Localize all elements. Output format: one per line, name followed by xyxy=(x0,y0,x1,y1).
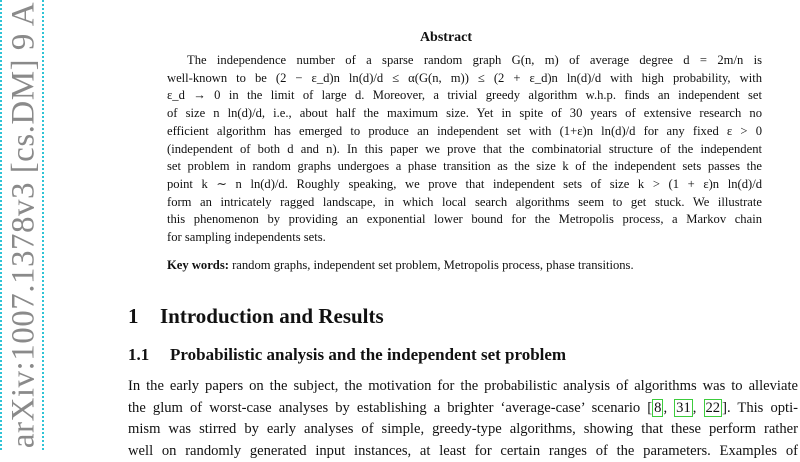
abstract-heading: Abstract xyxy=(130,30,762,46)
citation-separator: , xyxy=(663,400,674,416)
citation-link-31[interactable]: 31 xyxy=(674,399,693,417)
abstract-line: of size n ln(d)/d, i.e., about half the maximum size. Yet in spite of 30 years of extensive research no xyxy=(167,105,762,123)
section-number: 1 xyxy=(128,304,160,329)
subsection-heading xyxy=(128,345,566,365)
citation-link-8[interactable]: 8 xyxy=(652,399,663,417)
abstract-line: point k ∼ n ln(d)/d. Roughly speaking, we prove that independent sets of size k > (1 + ε)n ln(d)/d xyxy=(167,176,762,194)
abstract-line: ε_d → 0 in the limit of large d. Moreover, a trivial greedy algorithm w.h.p. finds an independent set xyxy=(167,87,762,105)
section-title: Introduction and Results xyxy=(160,304,384,328)
keywords xyxy=(167,258,762,273)
citation-link-22[interactable]: 22 xyxy=(704,399,723,417)
citation-separator: , xyxy=(693,400,704,416)
abstract-line: (independent of both d and n). In this paper we prove that the combinatorial structure of the independent xyxy=(167,141,762,159)
intro-line-text: ]. This opti- xyxy=(722,400,798,416)
intro-paragraph xyxy=(128,376,798,462)
arxiv-identifier: arXiv:1007.1378v3 [cs.DM] 9 A xyxy=(6,2,43,448)
abstract-line: well-known to be (2 − ε_d)n ln(d)/d ≤ α(G(n, m)) ≤ (2 + ε_d)n ln(d)/d with high probability, with xyxy=(167,70,762,88)
subsection-title: Probabilistic analysis and the independent set problem xyxy=(170,345,566,364)
intro-line: well on randomly generated input instances, at least for certain ranges of the parameters. Examples of xyxy=(128,441,798,462)
arxiv-identifier-stamp xyxy=(0,0,44,450)
abstract-line: form an intricately ragged landscape, in which local search algorithms seem to get stuck. We illustrate xyxy=(167,194,762,212)
keywords-text: random graphs, independent set problem, Metropolis process, phase transitions. xyxy=(229,258,634,272)
abstract-line: for sampling independents sets. xyxy=(167,229,762,247)
section-heading xyxy=(128,304,384,329)
abstract-line: efficient algorithm has emerged to produce an independent set with (1+ε)n ln(d)/d for any fixed ε > 0 xyxy=(167,123,762,141)
abstract-line: The independence number of a sparse random graph G(n, m) of average degree d = 2m/n is xyxy=(167,52,762,70)
intro-line: In the early papers on the subject, the motivation for the probabilistic analysis of algorithms was to alleviate xyxy=(128,376,798,398)
intro-line: mism was stirred by early analyses of simple, greedy-type algorithms, showing that these perform rather xyxy=(128,419,798,441)
intro-line-text: the glum of worst-case analyses by establishing a brighter ‘average-case’ scenario [ xyxy=(128,400,652,416)
abstract-line: set problem in random graphs undergoes a phase transition as the size k of the independent sets passes the xyxy=(167,158,762,176)
abstract-line: this phenomenon by providing an exponential lower bound for the Metropolis process, a Markov chain xyxy=(167,211,762,229)
keywords-label: Key words: xyxy=(167,258,229,272)
abstract-body xyxy=(167,52,762,247)
subsection-number: 1.1 xyxy=(128,345,170,365)
intro-line xyxy=(128,398,798,420)
